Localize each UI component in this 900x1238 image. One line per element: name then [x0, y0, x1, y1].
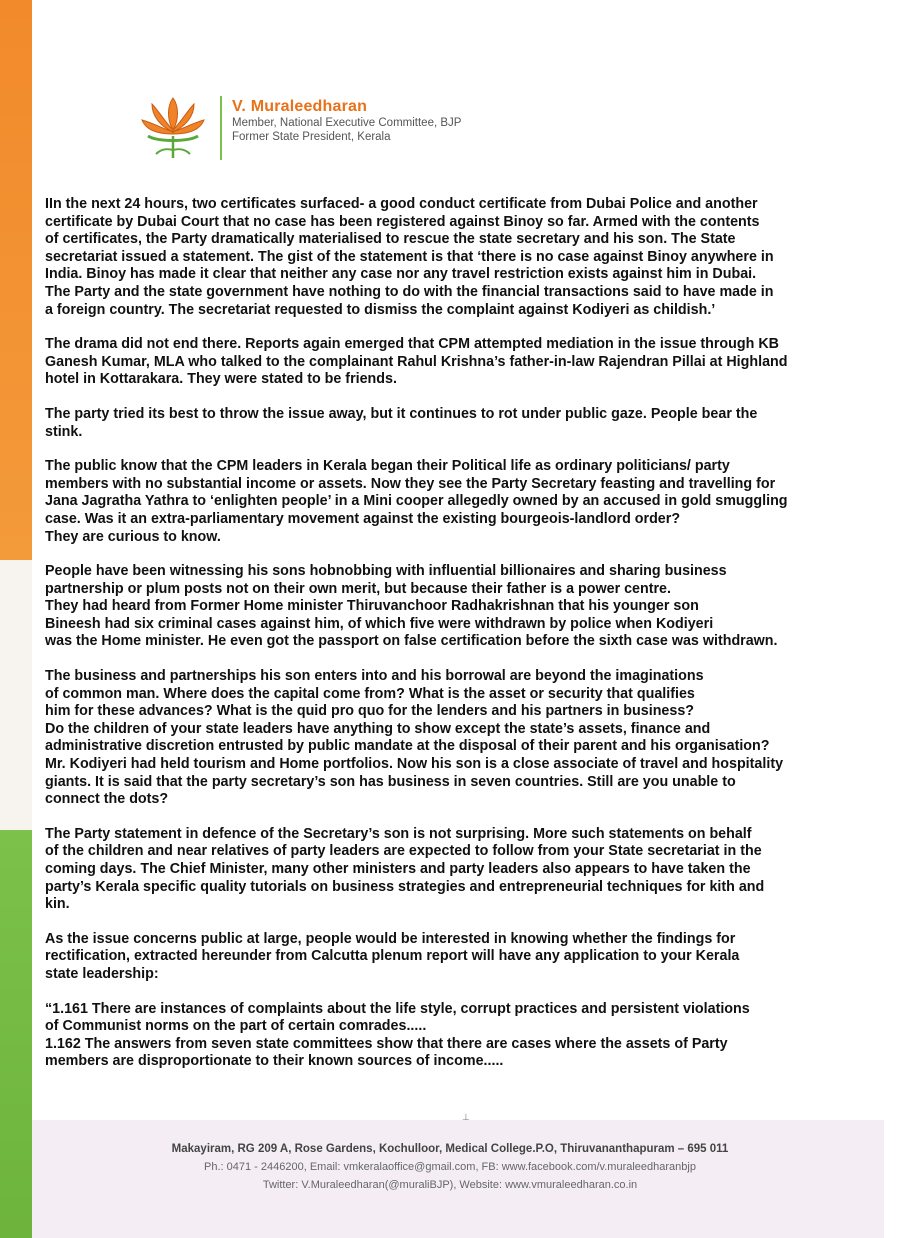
- paragraph: The drama did not end there. Reports again emerged that CPM attempted mediation in the issue through KB Ganesh Kumar, MLA who talked to the complainant Rahul Krishna’s father-in-law Rajendran Pillai at Highland hotel in Kottarakara. They were stated to be friends.: [45, 336, 788, 388]
- header-divider: [220, 96, 222, 160]
- paragraph: The public know that the CPM leaders in Kerala began their Political life as ordinary politicians/ party members with no substantial income or assets. Now they see the Party Secretary feasting and travelling for Jana Jagratha Yathra to ‘enlighten people’ in a Mini cooper allegedly owned by an accused in gold smuggling case. Was it an extra-parliamentary movement against the existing bourgeois-landlord order? They are curious to know.: [45, 458, 788, 545]
- author-role-line2: Former State President, Kerala: [232, 131, 391, 143]
- paragraph: The business and partnerships his son enters into and his borrowal are beyond the imaginations of common man. Where does the capital come from? What is the asset or security that qualifies him for these advances? What is the quid pro quo for the lenders and his partners in business? Do the children of your state leaders have anything to show except the state’s assets, finance and administrative discretion entrusted by public mandate at the disposal of their parent and his organisation? Mr. Kodiyeri had held tourism and Home portfolios. Now his son is a close associate of travel and hospitality giants. It is said that the party secretary’s son has business in seven countries. Still are you unable to connect the dots?: [45, 668, 784, 808]
- quoted-paragraph: “1.161 There are instances of complaints about the life style, corrupt practices and persistent violations of Communist norms on the part of certain comrades..... 1.162 The answers from seven state committees show that there are cases where the assets of Party members are disproportionate to their known sources of income.....: [45, 1000, 750, 1070]
- author-role-line1: Member, National Executive Committee, BJP: [232, 117, 462, 129]
- footer-twitter-website: Twitter: V.Muraleedharan(@muraliBJP), Website: www.vmuraleedharan.co.in: [262, 1179, 638, 1191]
- paragraph: IIn the next 24 hours, two certificates surfaced- a good conduct certificate from Dubai Police and another certificate by Dubai Court that no case has been registered against Binoy so far. Armed with the contents of certificates, the Party dramatically materialised to rescue the state secretary and his son. The State secretariat issued a statement. The gist of the statement is that ‘there is no case against Binoy anywhere in India. Binoy has made it clear that neither any case nor any travel restriction exists against him in Dubai. The Party and the state government have nothing to do with the financial transactions said to have made in a foreign country. The secretariat requested to dismiss the complaint against Kodiyeri as childish.’: [45, 196, 774, 318]
- bjp-lotus-logo-icon: [138, 92, 208, 162]
- paragraph: The party tried its best to throw the issue away, but it continues to rot under public gaze. People bear the stink.: [45, 405, 758, 440]
- letterhead-header: [138, 92, 461, 162]
- white-stripe: [0, 560, 32, 830]
- footer-address: Makayiram, RG 209 A, Rose Gardens, Kochulloor, Medical College.P.O, Thiruvananthapuram – 695 011: [171, 1143, 729, 1155]
- paragraph: The Party statement in defence of the Secretary’s son is not surprising. More such statements on behalf of the children and near relatives of party leaders are expected to follow from your State secretariat in the coming days. The Chief Minister, many other ministers and party leaders also appears to have taken the party’s Kerala specific quality tutorials on business strategies and entrepreneurial techniques for kith and kin.: [45, 825, 765, 913]
- author-name: V. Muraleedharan: [232, 98, 368, 115]
- paragraph: People have been witnessing his sons hobnobbing with influential billionaires and sharing business partnership or plum posts not on their own merit, but because their father is a power centre. They had heard from Former Home minister Thiruvanchoor Radhakrishnan that his younger son Bineesh had six criminal cases against him, of which five were withdrawn by police when Kodiyeri was the Home minister. He even got the passport on false certification before the sixth case was withdrawn.: [45, 563, 778, 650]
- saffron-stripe: [0, 0, 32, 560]
- header-text: [232, 92, 461, 144]
- paragraph: As the issue concerns public at large, people would be interested in knowing whether the findings for rectification, extracted hereunder from Calcutta plenum report will have any application to your Kerala state leadership:: [45, 930, 740, 982]
- footer-contact: Ph.: 0471 - 2446200, Email: vmkeralaoffice@gmail.com, FB: www.facebook.com/v.muraleedharanbjp: [204, 1161, 696, 1173]
- letterhead-footer: [0, 1140, 900, 1194]
- letter-body: [45, 196, 887, 1088]
- page-mark: ⊥: [462, 1112, 470, 1122]
